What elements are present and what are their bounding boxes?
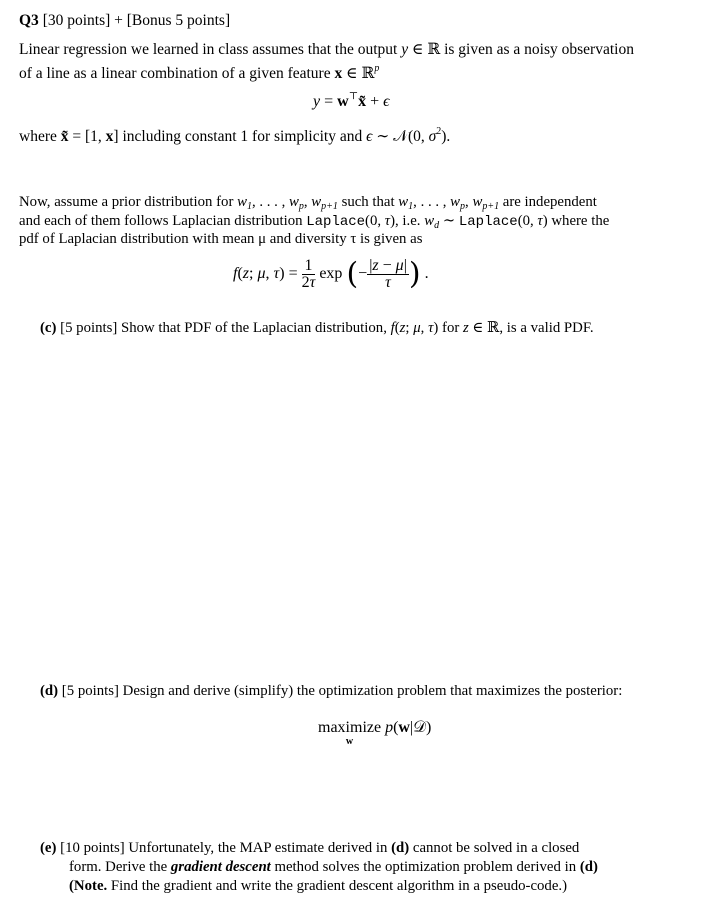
question-points: [30 points] + [Bonus 5 points] [42, 12, 231, 29]
intro-line-1: Linear regression we learned in class assumes that the output y ∈ ℝ is given as a noisy observation [19, 41, 634, 58]
part-e-points: [10 points] [60, 840, 125, 856]
part-d-points: [5 points] [61, 683, 119, 699]
part-c-label: (c) [40, 320, 57, 336]
question-number: Q3 [19, 12, 39, 29]
laplace-pdf-equation: f(z; μ, τ) = $\frac{1}{2\tau}$ exp (− $\frac{|z - \mu|}{\tau}$ ) . [233, 256, 429, 292]
prior-line-2: and each of them follows Laplacian distribution Laplace(0, τ), i.e. $w_d$ ∼ Laplace(0, τ) where the [19, 213, 610, 231]
part-e-line-2: form. Derive the gradient descent method solves the optimization problem derived in (d) [69, 859, 598, 875]
part-e-label: (e) [40, 840, 57, 856]
question-header [19, 11, 230, 30]
intro-line-2: of a line as a linear combination of a given feature x ∈ ℝ$^p$ [19, 63, 380, 82]
part-e-line-1: (e) [10 points] Unfortunately, the MAP estimate derived in (d) cannot be solved in a closed [40, 840, 580, 856]
where-line: where x̃ = [1, x] including constant 1 for simplicity and ϵ ∼ 𝒩(0, $\sigma^2$). [19, 126, 451, 145]
maximize-posterior-equation: maximize w p(w|𝒟) [318, 719, 432, 747]
part-c-points: [5 points] [60, 320, 118, 336]
prior-line-3: pdf of Laplacian distribution with mean μ and diversity τ is given as [19, 231, 423, 247]
part-e-line-3: (Note. Find the gradient and write the gradient descent algorithm in a pseudo-code.) [69, 878, 568, 894]
regression-equation: y = w⊤x̃ + ϵ [313, 91, 390, 110]
part-d: (d) [5 points] Design and derive (simplify) the optimization problem that maximizes the posterior: [40, 683, 623, 699]
prior-line-1: Now, assume a prior distribution for $w_1$, . . . , $w_p$, $w_{p+1}$ such that $w_1$, . . . , $w_p$, $w_{p+1}$ are independent [19, 194, 597, 212]
part-c: (c) [5 points] Show that PDF of the Laplacian distribution, f(z; μ, τ) for z ∈ ℝ, is a valid PDF. [40, 320, 594, 336]
part-d-label: (d) [40, 683, 59, 699]
